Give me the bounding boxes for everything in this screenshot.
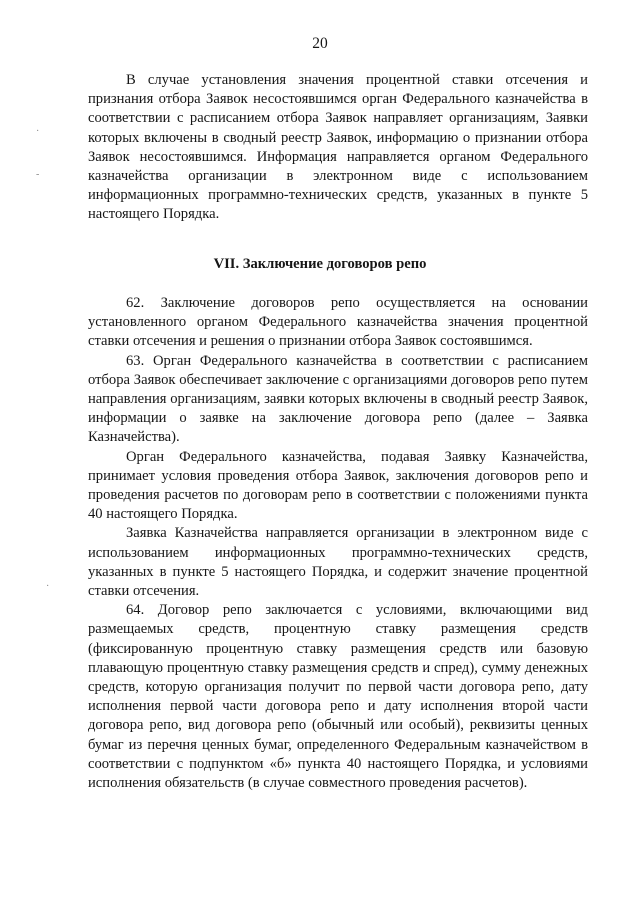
paragraph-64: 64. Договор репо заключается с условиями, включающими вид размещаемых средств, процентную ставку размещения средств (фиксированную процентную ставку размещения средств или базовую плавающую процентную ставку размещения средств и спред), сумму денежных средств, которую организация получит по первой части договора репо, дату исполнения первой части договора репо и дату исполнения второй части договора репо, вид договора репо (обычный или особый), реквизиты ценных бумаг из перечня ценных бумаг, определенного Федеральным казначейством в соответствии с подпунктом «б» пункта 40 настоящего Порядка, и условиями исполнения обязательств (в случае совместного проведения расчетов). — [88, 602, 588, 792]
intro-paragraph: В случае установления значения процентной ставки отсечения и признания отбора Заявок несостоявшимся орган Федерального казначейства в соответствии с расписанием отбора Заявок направляет организациям, Заявки которых включены в сводный реестр Заявок, информацию о признании отбора Заявок несостоявшимся. Информация направляется органом Федерального казначейства организации в электронном виде с использованием информационных программно-технических средств, указанных в пункте 5 настоящего Порядка. — [88, 72, 588, 223]
section-body — [88, 294, 588, 793]
scan-mark: - — [36, 169, 40, 180]
section-title: VII. Заключение договоров репо — [213, 256, 427, 272]
scan-mark: · — [46, 581, 50, 592]
paragraph-63-treasury-application: Орган Федерального казначейства, подавая Заявку Казначейства, принимает условия проведения отбора Заявок, заключения договоров репо и проведения расчетов по договорам репо в соответствии с положениями пункта 40 настоящего Порядка. — [88, 448, 588, 523]
page-number: 20 — [312, 35, 328, 52]
intro-block — [88, 71, 588, 225]
scan-mark: · — [36, 126, 40, 137]
paragraph-63-sending: Заявка Казначейства направляется организации в электронном виде с использованием информационных программно-технических средств, указанных в пункте 5 настоящего Порядка, и содержит значение процентной ставки отсечения. — [88, 525, 588, 600]
paragraph-62: 62. Заключение договоров репо осуществляется на основании установленного органом Федерального казначейства значения процентной ставки отсечения и решения о признании отбора Заявок состоявшимся. — [88, 295, 588, 350]
paragraph-63: 63. Орган Федерального казначейства в соответствии с расписанием отбора Заявок обеспечивает заключение с организациями договоров репо путем направления организациям, заявки которых включены в сводный реестр Заявок, информации о заявке на заключение договора репо (далее – Заявка Казначейства). — [88, 352, 588, 446]
